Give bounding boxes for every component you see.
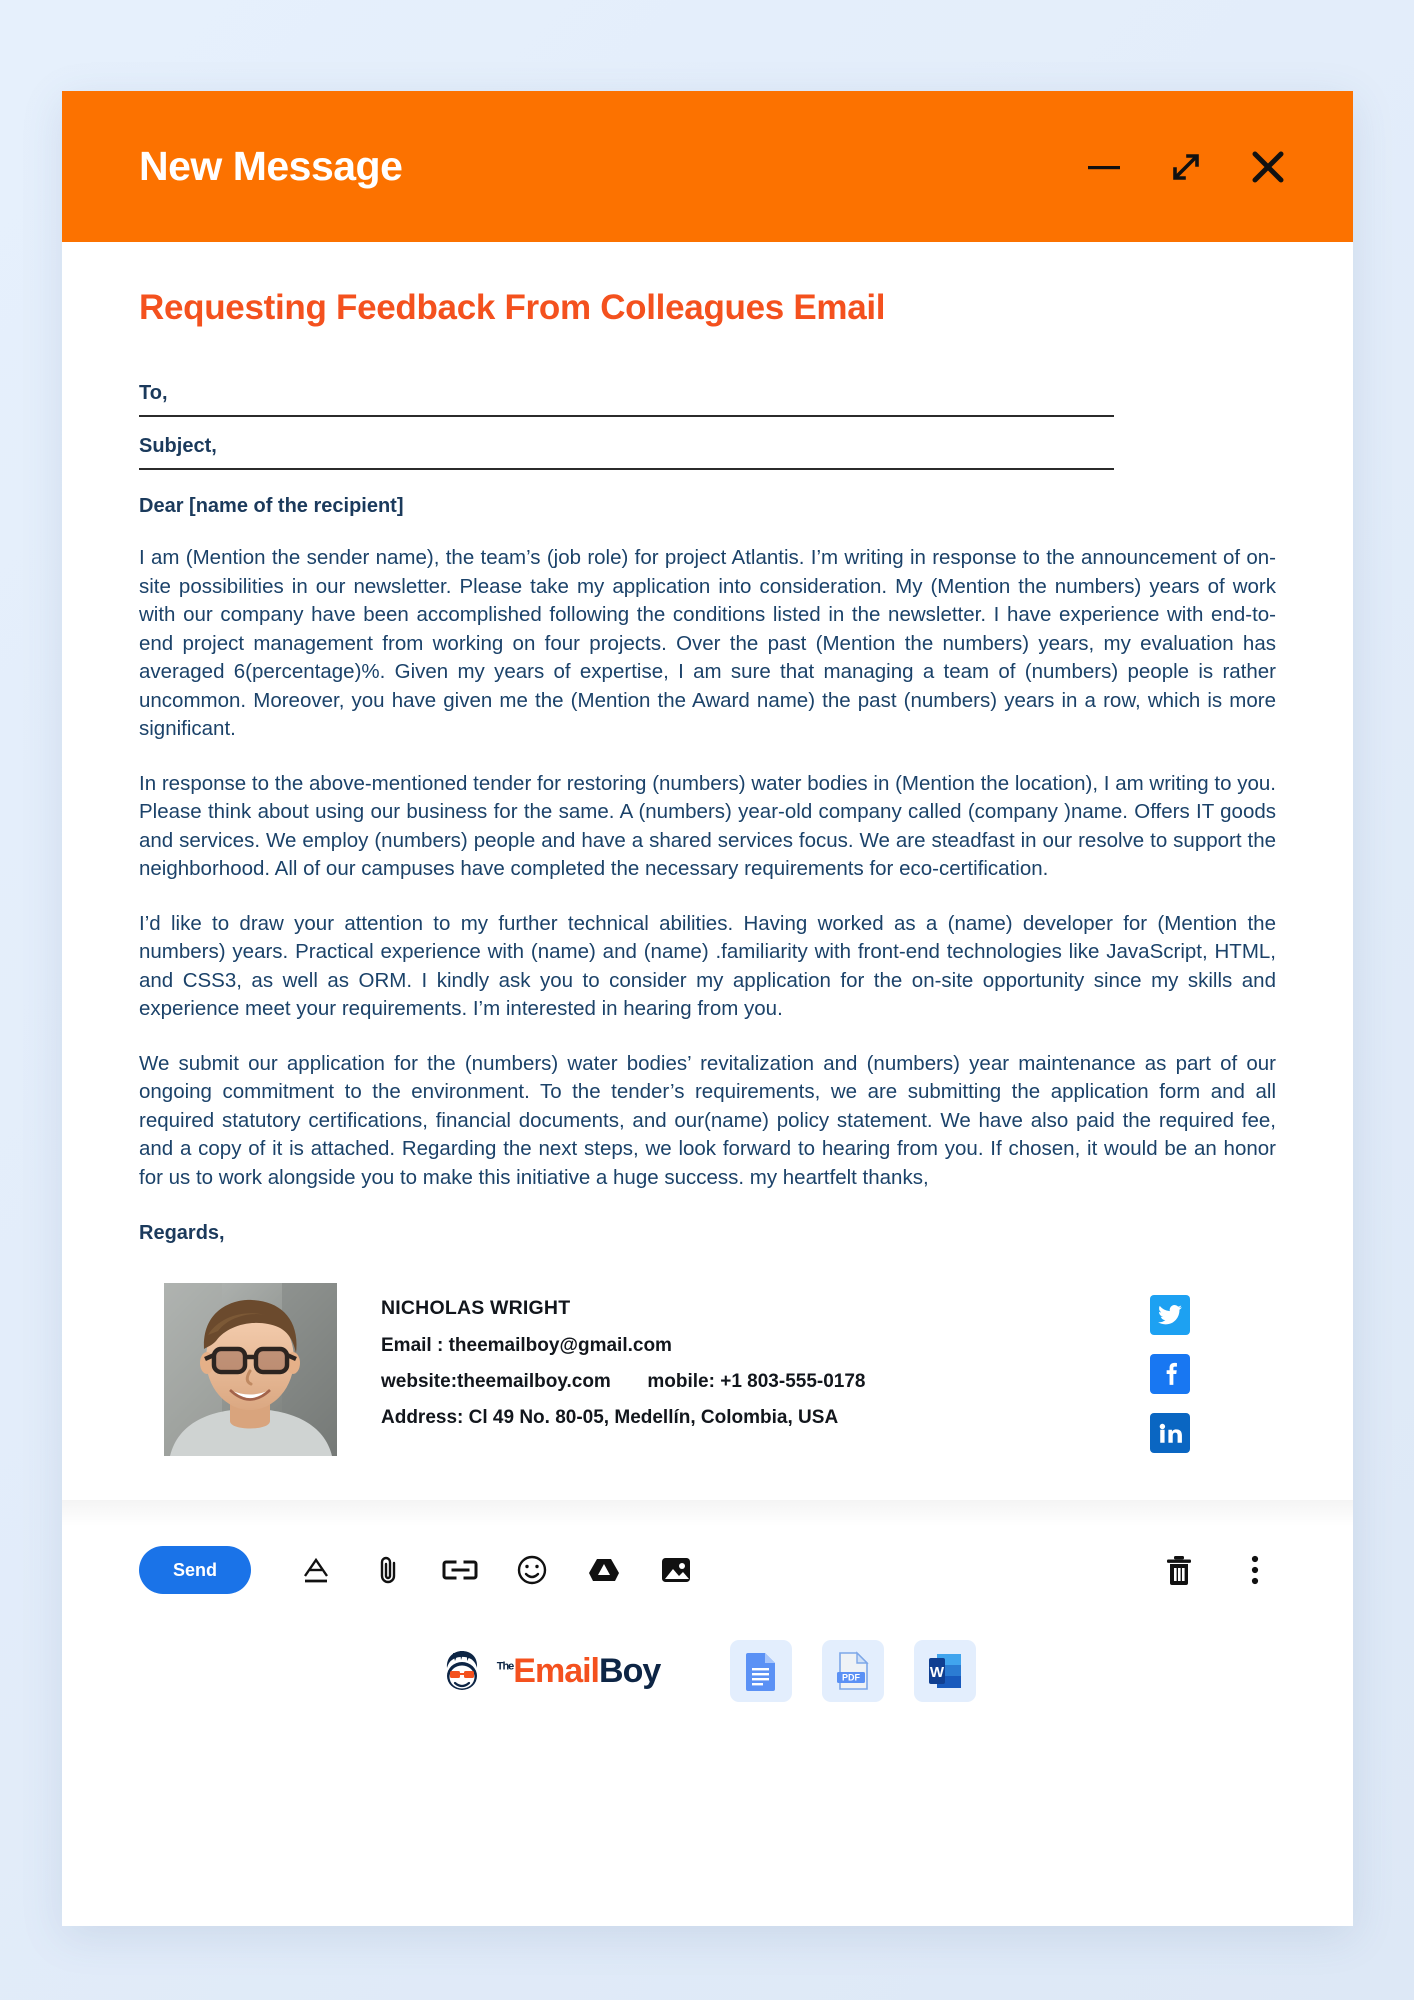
window-titlebar — [62, 91, 1353, 242]
attach-file-icon[interactable] — [367, 1549, 409, 1591]
insert-photo-icon[interactable] — [655, 1549, 697, 1591]
signature-name: NICHOLAS WRIGHT — [381, 1297, 571, 1319]
signature-details — [381, 1283, 1150, 1443]
toolbar-left-group — [139, 1546, 697, 1594]
insert-emoji-icon[interactable] — [511, 1549, 553, 1591]
twitter-icon[interactable] — [1150, 1295, 1190, 1335]
closing-line: Regards, — [139, 1222, 225, 1244]
signature-web-mobile — [381, 1371, 1150, 1393]
toolbar-right-group — [1158, 1549, 1276, 1591]
body-paragraph-1: I am (Mention the sender name), the team’s (job role) for project Atlantis. I’m writing in response to the announcement of on-site possibilities in our newsletter. Please take my application into consideration. My (Mention the numbers) years of work with our company have been accomplished following the conditions listed in the newsletter. I have experience with end-to-end project management from working on four projects. Over the past (Mention the numbers) years, my evaluation has averaged 6(percentage)%. Given my years of expertise, I am sure that managing a team of (numbers) people is rather uncommon. Moreover, you have given me the (Mention the Award name) the past (numbers) years in a row, which is more significant. — [139, 546, 1276, 740]
avatar — [164, 1283, 337, 1456]
linkedin-icon[interactable] — [1150, 1413, 1190, 1453]
subject-field-row[interactable] — [139, 435, 1114, 470]
to-field-label: To, — [139, 382, 168, 404]
compose-toolbar — [62, 1526, 1353, 1594]
signature-mobile: mobile: +1 803-555-0178 — [647, 1371, 866, 1392]
close-icon[interactable] — [1245, 144, 1291, 190]
brand-part-boy: Boy — [599, 1651, 661, 1690]
pdf-icon[interactable] — [822, 1640, 884, 1702]
page-title: Requesting Feedback From Colleagues Email — [139, 288, 886, 327]
word-icon[interactable] — [914, 1640, 976, 1702]
recipient-fields — [139, 382, 1114, 470]
compose-window — [62, 91, 1353, 1926]
expand-icon[interactable] — [1163, 144, 1209, 190]
emailboy-mascot-icon — [439, 1648, 485, 1694]
compose-body — [62, 242, 1353, 1456]
brand-sup: The — [496, 1660, 514, 1673]
salutation: Dear [name of the recipient] — [139, 495, 404, 517]
body-paragraph-4: We submit our application for the (numbers) water bodies’ revitalization and (numbers) year maintenance as part of our ongoing commitment to the environment. To the tender’s requirements, we are submitting the application form and all required statutory certifications, financial documents, and our(name) policy statement. We have also paid the required fee, and a copy of it is attached. Regarding the next steps, we look forward to hearing from you. If chosen, it would be an honor for us to work alongside you to make this initiative a huge success. my heartfelt thanks, — [139, 1051, 1276, 1189]
google-docs-icon[interactable] — [730, 1640, 792, 1702]
signature-block — [139, 1283, 1276, 1456]
signature-email: Email : theemailboy@gmail.com — [381, 1335, 672, 1356]
more-options-icon[interactable] — [1234, 1549, 1276, 1591]
to-field-row[interactable] — [139, 382, 1114, 417]
toolbar-divider — [62, 1500, 1353, 1526]
send-button[interactable]: Send — [139, 1546, 251, 1594]
emailboy-logo — [439, 1648, 661, 1694]
signature-website: website:theemailboy.com — [381, 1371, 611, 1392]
body-paragraph-3: I’d like to draw your attention to my further technical abilities. Having worked as a (name) developer for (Mention the numbers) years. Practical experience with (name) and (name) .familiarity with front-end technologies like JavaScript, HTML, and CSS3, as well as ORM. I kindly ask you to consider my application for the on-site opportunity since my skills and experience meet your requirements. I’m interested in hearing from you. — [139, 911, 1276, 1020]
delete-draft-icon[interactable] — [1158, 1549, 1200, 1591]
format-text-icon[interactable] — [295, 1549, 337, 1591]
word-label: W — [930, 1664, 945, 1681]
insert-link-icon[interactable] — [439, 1549, 481, 1591]
footer-bar — [62, 1640, 1353, 1752]
window-title: New Message — [139, 143, 403, 189]
file-format-icons — [730, 1640, 976, 1702]
minimize-icon[interactable] — [1081, 144, 1127, 190]
body-paragraph-2: In response to the above-mentioned tender for restoring (numbers) water bodies in (Mention the location), I am writing to you. Please think about using our business for the same. A (numbers) year-old company called (company )name. Offers IT goods and services. We employ (numbers) people and have a shared services focus. We are steadfast in our resolve to support the neighborhood. All of our campuses have completed the necessary requirements for eco-certification. — [139, 771, 1276, 880]
pdf-label: PDF — [842, 1672, 861, 1683]
signature-address: Address: Cl 49 No. 80-05, Medellín, Colombia, USA — [381, 1407, 839, 1428]
brand-wordmark — [497, 1652, 661, 1691]
facebook-icon[interactable] — [1150, 1354, 1190, 1394]
social-links — [1150, 1283, 1276, 1453]
brand-part-email: Email — [513, 1651, 600, 1690]
window-controls — [1081, 144, 1291, 190]
subject-field-label: Subject, — [139, 435, 217, 457]
google-drive-icon[interactable] — [583, 1549, 625, 1591]
